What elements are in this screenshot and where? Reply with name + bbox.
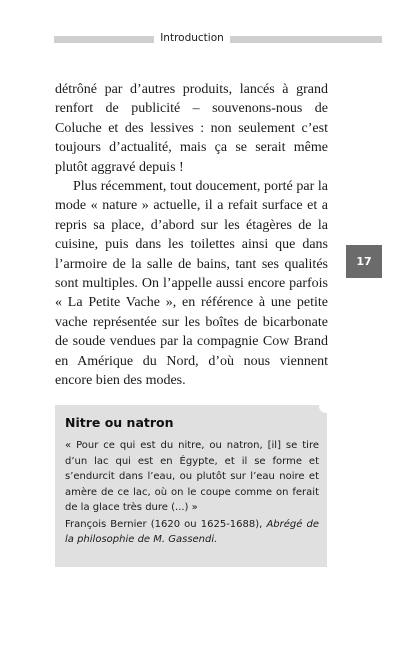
header-rule-right [230,36,382,43]
source-author: François Bernier (1620 ou 1625-1688), [65,518,267,530]
sidebar-box [55,405,327,567]
body-text [55,80,328,391]
header-rule-left [54,36,154,43]
running-head: Introduction [160,32,224,44]
sidebar-title: Nitre ou natron [65,415,174,430]
page-number-tab [346,245,382,278]
paragraph-2: Plus récemment, tout doucement, porté par la mode « nature » actuelle, il a refait surface et a repris sa place, d’abord sur les étagères de la cuisine, puis dans les toilettes ainsi que dans l’armoire de la salle de bains, tant ses qualités sont multiples. On l’appelle aussi encore parfois « La Petite Vache », en référence à une petite vache représentée sur les boîtes de bicarbonate de soude vendues par la compagnie Cow Brand en Amérique du Nord, d’où nous viennent encore bien des modes. [55,179,328,389]
source-title: Abrégé de la philosophie de M. Gassendi. [65,518,319,545]
sidebar-quote: « Pour ce qui est du nitre, ou natron, [il] se tire d’un lac qui est en Égypte, et il se forme et s’endurcit dans l’eau, ou plutôt sur l’eau noire et amère de ce lac, où on le coupe comme on ferait de la glace très dure (...) » [65,440,319,513]
page-number: 17 [356,255,372,268]
sidebar-corner-notch [319,399,333,413]
sidebar-source [65,517,319,548]
paragraph-1: détrôné par d’autres produits, lancés à grand renfort de publicité – souvenons-nous de Coluche et des lessives : non seulement c’est toujours d’actualité, mais ça se serait même plutôt aggravé depuis ! [55,82,328,175]
